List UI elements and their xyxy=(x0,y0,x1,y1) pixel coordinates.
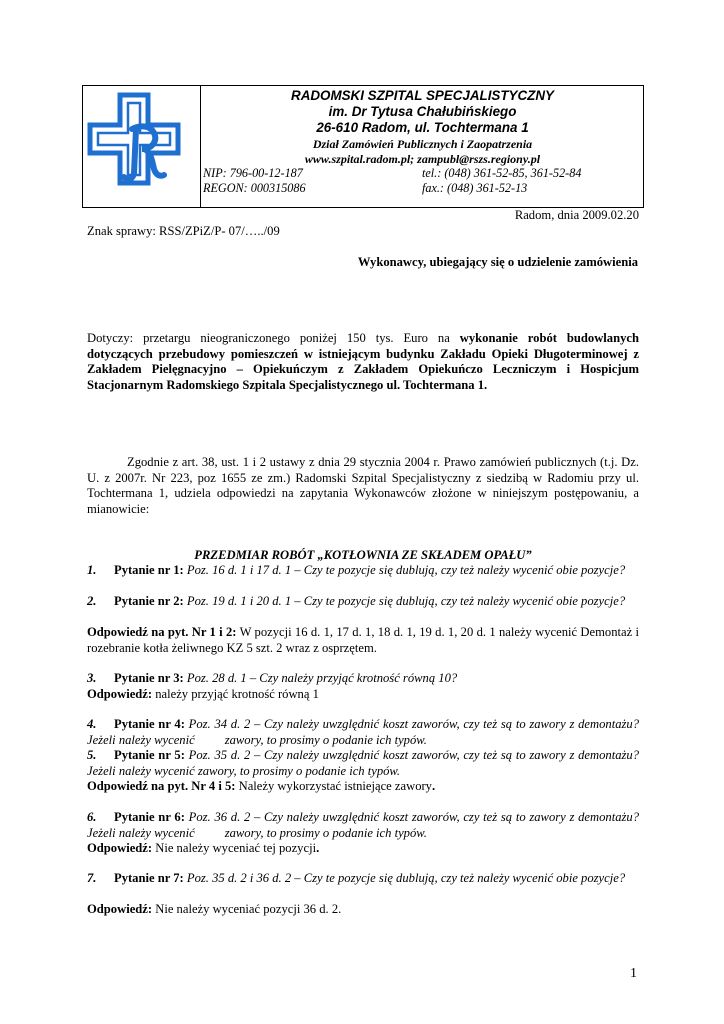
question-7 xyxy=(87,871,639,887)
question-1-label: Pytanie nr 1: xyxy=(114,563,184,577)
question-4-text-b: zawory, to prosimy o podanie ich typów. xyxy=(224,732,427,747)
hospital-logo-icon xyxy=(84,89,194,199)
question-5 xyxy=(87,748,639,779)
question-5-number: 5. xyxy=(87,748,97,762)
question-1-text: Poz. 16 d. 1 i 17 d. 1 – Czy te pozycje się dublują, czy też należy wycenić obie pozycje? xyxy=(183,563,626,577)
department-name: Dział Zamówień Publicznych i Zaopatrzenia xyxy=(312,137,533,151)
question-2 xyxy=(87,594,639,610)
question-3-label: Pytanie nr 3: xyxy=(114,671,184,685)
question-1 xyxy=(87,563,639,579)
question-2-label: Pytanie nr 2: xyxy=(114,594,184,608)
page-number: 1 xyxy=(630,966,637,981)
question-1-number: 1. xyxy=(87,563,97,577)
question-7-label: Pytanie nr 7: xyxy=(114,871,184,885)
fax: fax.: (048) 361-52-13 xyxy=(422,181,528,195)
answer-4-5-end: . xyxy=(431,779,436,793)
question-6-text-a: Poz. 36 d. 2 – Czy należy uwzględnić koszt zaworów, czy też są to zawory z demontażu? Jeżeli należy wycenić xyxy=(87,810,639,840)
question-4-label: Pytanie nr 4: xyxy=(114,717,185,731)
hospital-name: RADOMSKI SZPITAL SPECJALISTYCZNY xyxy=(291,88,554,103)
subject-title: wykonanie robót budowlanych dotyczących przebudowy pomieszczeń w istniejącym budynku Zakładu Opieki Długoterminowej z Zakładem Pielęgnacyjno – Opiekuńczym z Zakładem Opiekuńczo Leczniczym i Hospicjum Stacjonarnym Radomskiego Szpitala Specjalistycznego ul. Tochtermana 1. xyxy=(87,331,639,392)
question-3-text: Poz. 28 d. 1 – Czy należy przyjąć krotność równą 10? xyxy=(183,671,458,685)
hospital-address: 26-610 Radom, ul. Tochtermana 1 xyxy=(316,120,529,135)
answer-4-5-text: Należy wykorzystać istniejące zawory xyxy=(235,779,432,793)
question-5-label: Pytanie nr 5: xyxy=(114,748,185,762)
question-3-number: 3. xyxy=(87,671,97,685)
answer-4-5-label: Odpowiedź na pyt. Nr 4 i 5: xyxy=(87,779,236,793)
addressee: Wykonawcy, ubiegający się o udzielenie zamówienia xyxy=(357,255,638,269)
answer-6 xyxy=(87,841,639,857)
question-3 xyxy=(87,671,639,687)
question-5-text: Poz. 35 d. 2 – Czy należy uwzględnić koszt zaworów, czy też są to zawory z demontażu? Jeżeli należy wycenić zawory, to prosimy o podanie ich typów. xyxy=(87,748,639,778)
question-7-text: Poz. 35 d. 2 i 36 d. 2 – Czy te pozycje się dublują, czy też należy wycenić obie pozycje? xyxy=(183,871,626,885)
question-7-number: 7. xyxy=(87,871,97,885)
answer-4-5 xyxy=(87,779,639,795)
answer-7-text: Nie należy wyceniać pozycji 36 d. 2. xyxy=(152,902,342,916)
case-number: Znak sprawy: RSS/ZPiZ/P- 07/…../09 xyxy=(87,224,280,238)
answer-1-2 xyxy=(87,625,639,656)
answer-3 xyxy=(87,687,639,703)
answer-3-text: należy przyjąć krotność równą 1 xyxy=(152,687,319,701)
question-4-text-a: Poz. 34 d. 2 – Czy należy uwzględnić koszt zaworów, czy też są to zawory z demontażu? Jeżeli należy wycenić xyxy=(87,717,639,747)
question-4-number: 4. xyxy=(87,717,97,731)
question-2-text: Poz. 19 d. 1 i 20 d. 1 – Czy te pozycje się dublują, czy też należy wycenić obie pozycje? xyxy=(183,594,626,608)
answer-1-2-text: W pozycji 16 d. 1, 17 d. 1, 18 d. 1, 19 d. 1, 20 d. 1 należy wycenić Demontaż i rozebranie kotła żeliwnego KZ 5 szt. 2 wraz z osprzętem. xyxy=(87,625,639,655)
subject-prefix: Dotyczy: przetargu nieograniczonego poniżej 150 tys. Euro na xyxy=(87,331,460,345)
section-title: PRZEDMIAR ROBÓT „KOTŁOWNIA ZE SKŁADEM OPAŁU” xyxy=(194,548,532,562)
question-2-number: 2. xyxy=(87,594,97,608)
answer-6-label: Odpowiedź: xyxy=(87,841,153,855)
answer-6-end: . xyxy=(316,841,320,855)
question-6-text-b: zawory, to prosimy o podanie ich typów. xyxy=(224,825,427,840)
answer-7 xyxy=(87,902,639,918)
answer-7-label: Odpowiedź: xyxy=(87,902,153,916)
hospital-patron: im. Dr Tytusa Chałubińskiego xyxy=(328,104,517,119)
answer-6-text: Nie należy wyceniać tej pozycji xyxy=(152,841,317,855)
question-6-label: Pytanie nr 6: xyxy=(114,810,185,824)
intro-paragraph: Zgodnie z art. 38, ust. 1 i 2 ustawy z dnia 29 stycznia 2004 r. Prawo zamówień publicznych (t.j. Dz. U. z 2007r. Nr 223, poz 1655 ze zm.) Radomski Szpital Specjalistyczny z siedzibą w Radomiu przy ul. Tochtermana 1, udziela odpowiedzi na zapytania Wykonawców złożone w niniejszym postępowaniu, a mianowicie: xyxy=(87,455,639,516)
question-6-number: 6. xyxy=(87,810,97,824)
telephone: tel.: (048) 361-52-85, 361-52-84 xyxy=(422,166,582,180)
question-6 xyxy=(87,810,639,841)
answer-1-2-label: Odpowiedź na pyt. Nr 1 i 2: xyxy=(87,625,237,639)
subject-paragraph xyxy=(87,331,639,393)
answer-3-label: Odpowiedź: xyxy=(87,687,153,701)
question-4 xyxy=(87,717,639,748)
regon-number: REGON: 000315086 xyxy=(203,181,306,195)
website-email: www.szpital.radom.pl; zampubl@rszs.regiony.pl xyxy=(304,152,541,166)
date-line: Radom, dnia 2009.02.20 xyxy=(514,208,639,222)
nip-number: NIP: 796-00-12-187 xyxy=(203,166,303,180)
